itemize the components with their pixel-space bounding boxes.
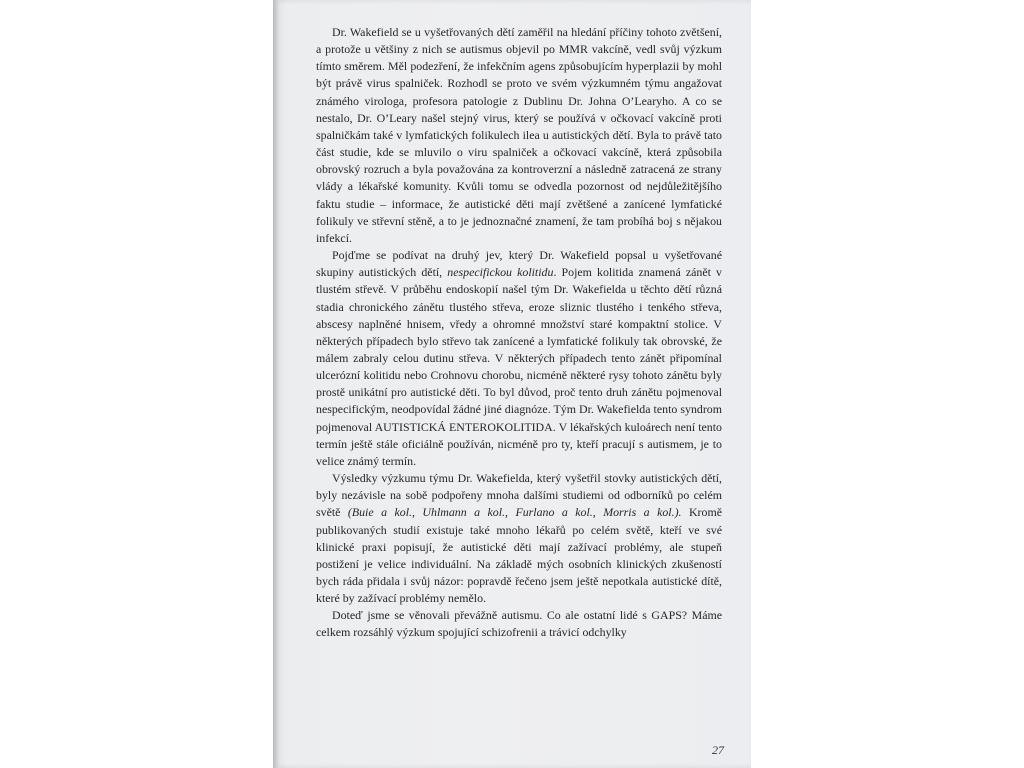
paragraph-2-text-b: . Pojem kolitida znamená zánět v tlustém střevě. V průběhu endoskopií našel tým Dr. Wakefielda u těchto dětí různá stadia chronického zánětu tlustého střeva, eroze sliznic tlustého i tenkého střeva, abscesy naplněné hnisem, vředy a ohromné množství staré kompaktní stolice. V některých případech bylo střevo tak zanícené a lymfatické folikuly tak obrovské, že málem zabraly celou dutinu střeva. V některých případech tento zánět připomínal ulcerózní kolitidu nebo Crohnovu chorobu, nicméně některé rysy tohoto zánětu byly prostě unikátní pro autistické děti. To byl důvod, proč tento druh zánětu pojmenoval nespecifickým, neodpovídal žádné jiné diagnóze. Tým Dr. Wakefielda tento syndrom pojmenoval AUTISTICKÁ ENTEROKOLITIDA. V lékařských kuloárech není tento termín ještě stále oficiálně používán, nicméně pro ty, kteří pracují s autismem, je to velice známý termín.	[316, 265, 722, 468]
paragraph-2-italic-term: nespecifickou kolitidu	[447, 265, 554, 280]
paragraph-3-citations: (Buie a kol., Uhlmann a kol., Furlano a kol., Morris a kol.).	[347, 505, 682, 520]
page-number: 27	[712, 743, 724, 757]
paragraph-3-text-b: Kromě publikovaných studií existuje také mnoho lékařů po celém světě, kteří ve své klinické praxi popisují, že autistické děti mají zažívací problémy, ale stupeň postižení je velice individuální. Na základě mých osobních klinických zkušeností bych ráda přidala i svůj názor: popravdě řečeno jsem ještě nepotkala autistické dítě, které by zažívací problémy nemělo.	[316, 505, 722, 606]
paragraph-3-text-a: Výsledky výzkumu týmu Dr. Wakefielda, který vyšetřil stovky autistických dětí, byly nezávisle na sobě podpořeny mnoha dalšími studiemi od odborníků po celém světě	[316, 471, 722, 520]
paragraph-3	[316, 470, 722, 607]
paragraph-2	[316, 247, 722, 470]
page-gutter	[273, 0, 279, 768]
body-text	[316, 24, 722, 642]
paragraph-2-text-a: Pojďme se podívat na druhý jev, který Dr. Wakefield popsal u vyšetřované skupiny autistických dětí,	[316, 248, 722, 280]
paragraph-1	[316, 24, 722, 247]
paragraph-1-text: Dr. Wakefield se u vyšetřovaných dětí zaměřil na hledání příčiny tohoto zvětšení, a protože u většiny z nich se autismus objevil po MMR vakcíně, vedl svůj výzkum tímto směrem. Měl podezření, že infekčním agens způsobujícím hyperplazii by mohl být právě virus spalniček. Rozhodl se proto ve svém výzkumném týmu angažovat známého virologa, profesora patologie z Dublinu Dr. Johna O’Learyho. A co se nestalo, Dr. O’Leary našel stejný virus, který se používá v očkovací vakcíně proti spalničkám také v lymfatických folikulech ilea u autistických dětí. Byla to právě tato část studie, kde se mluvilo o viru spalniček a očkovací vakcíně, která způsobila obrovský rozruch a byla považována za kontroverzní a následně zatracená ze strany vlády a lékařské komunity. Kvůli tomu se odvedla pozornost od nejdůležitějšího faktu studie – informace, že autistické děti mají zvětšené a zanícené lymfatické folikuly ve střevní stěně, a to je jednoznačné znamení, že tam probíhá boj s nějakou infekcí.	[316, 25, 722, 245]
paragraph-4	[316, 607, 722, 641]
paragraph-4-text: Doteď jsme se věnovali převážně autismu. Co ale ostatní lidé s GAPS? Máme celkem rozsáhlý výzkum spojující schizofrenii a trávicí odchylky	[316, 608, 722, 640]
